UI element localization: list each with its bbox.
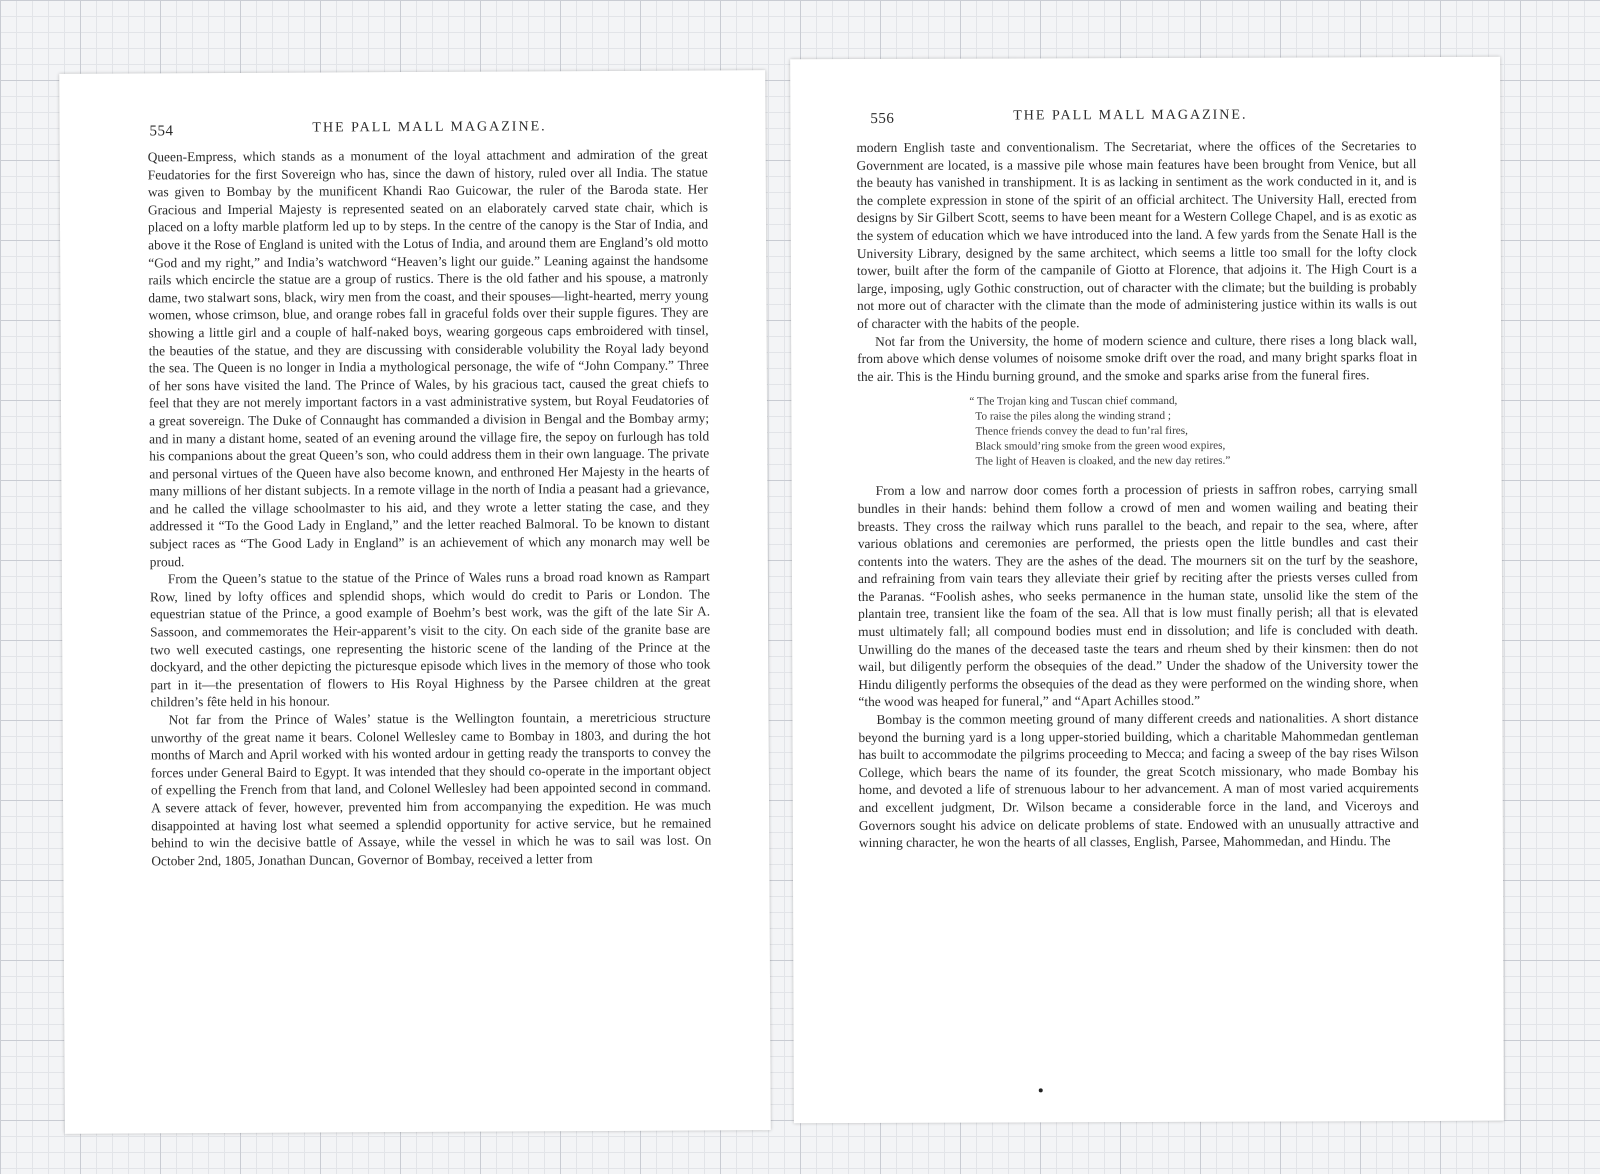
left-paragraph-2: From the Queen’s statue to the statue of the Prince of Wales runs a broad road known as Rampart Row, lined by lofty offices and splendid shops, which would do credit to Paris or London. The equestrian statue of the Prince, a good example of Boehm’s best work, was the gift of the late Sir A. Sassoon, and commemorates the Heir-apparent’s visit to the city. On each side of the granite base are two well executed castings, one representing the historic scene of the landing of the Prince at the dockyard, and the other depicting the picturesque episode which lives in the memory of those who took part in it—the presentation of flowers to His Royal Highness by the Parsee children at the great children’s fête held in his honour. [149, 568, 711, 710]
right-paragraph-4: Bombay is the common meeting ground of many different creeds and nationalities. A short distance beyond the burning yard is a long upper-storied building, which a charitable Mahommedan gentleman has built to accommodate the pilgrims proceeding to Mecca; and facing a sweep of the bay rises Wilson College, which bears the name of its founder, the great Scotch missionary, who made Bombay his home, and devoted a life of strenuous labour to her advancement. A man of most varied acquirements and excellent judgment, Dr. Wilson became a considerable force in the land, and Viceroys and Governors sought his advice on delicate problems of state. Endowed with an unusually attractive and winning character, he won the hearts of all classes, English, Parsee, Mahommedan, and Hindu. The [858, 710, 1419, 851]
right-page-body [856, 137, 1418, 852]
right-page-number: 556 [870, 110, 895, 127]
left-page-body [148, 145, 712, 869]
right-paragraph-3: From a low and narrow door comes forth a procession of priests in saffron robes, carrying small bundles in their hands: behind them follow a crowd of men and women wailing and beating their breasts. They cross the railway which runs parallel to the beach, and repair to the sea, where, after various oblations and ceremonies are performed, the priests open the little bundles and cast their contents into the waters. They are the ashes of the dead. The mourners sit on the turf by the seashore, and refraining from vain tears they alleviate their grief by reciting after the priests verses culled from the Paranas. “Foolish ashes, who seeks permanence in the human state, unsolid like the stem of the plantain tree, transient like the foam of the sea. All that is low must finally perish; all that is elevated must ultimately fall; all compound bodies must end in dissolution; and life is concluded with death. Unwilling do the manes of the deceased taste the tears and rheum shed by their kinsmen: then do not wail, but diligently perform the obsequies of the dead.” Under the shadow of the University tower the Hindu diligently performs the obsequies of the dead as they were performed on the winding shore, when “the wood was heaped for funeral,” and “Apart Achilles stood.” [857, 481, 1419, 710]
poem-line-1: “ The Trojan king and Tuscan chief command, [969, 395, 1178, 408]
left-paragraph-3: Not far from the Prince of Wales’ statue is the Wellington fountain, a meretricious structure unworthy of the great name it bears. Colonel Wellesley came to Bombay in 1803, and during the hot months of March and April worked with his wonted ardour in getting ready the transports to convey the forces under General Baird to Egypt. It was intended that they should co-operate in the important object of expelling the French from that land, and Colonel Wellesley had been appointed second in command. A severe attack of fever, however, prevented him from accompanying the expedition. He was much disappointed at having lost what seemed a splendid opportunity for active service, but he remained behind to win the decisive battle of Assaye, while the vessel in which he was to sail was lost. On October 2nd, 1805, Jonathan Duncan, Governor of Bombay, received a letter from [150, 709, 712, 869]
ink-speck [1039, 1088, 1043, 1092]
poem-quotation [969, 393, 1417, 470]
right-page-header [870, 107, 1504, 133]
right-running-title: THE PALL MALL MAGAZINE. [1013, 107, 1248, 124]
poem-line-4: Black smould’ring smoke from the green wood expires, [975, 440, 1226, 453]
right-paragraph-2: Not far from the University, the home of modern science and culture, there rises a long black wall, from above which dense volumes of noisome smoke drift over the road, and many bright sparks float in the air. This is the Hindu burning ground, and the smoke and sparks arise from the funeral fires. [857, 331, 1418, 384]
left-paragraph-1: Queen-Empress, which stands as a monument of the loyal attachment and admiration of the great Feudatories for the first Sovereign who has, since the dawn of history, ruled over all India. The statue was given to Bombay by the munificent Khandi Rao Guicowar, the ruler of the Baroda state. Her Gracious and Imperial Majesty is represented seated on an elaborately carved state chair, which is placed on a lofty marble platform led up to by steps. In the centre of the canopy is the Star of India, and above it the Rose of England is united with the Lotus of India, and around them are England’s old motto “God and my right,” and India’s watchword “Heaven’s light our guide.” Leaning against the handsome rails which encircle the statue are a group of rustics. There is the old father and his spouse, a matronly dame, two stalwart sons, black, wiry men from the coast, and their spouses—light-hearted, merry young women, whose crimson, blue, and orange robes fall in graceful folds over their supple figures. They are showing a little girl and a couple of half-naked boys, wearing gorgeous caps embroidered with tinsel, the beauties of the statue, and they are discussing with considerable volubility the Royal lady beyond the sea. The Queen is no longer in India a mythological personage, the wife of “John Company.” Three of her sons have visited the land. The Prince of Wales, by his gracious tact, caused the great chiefs to feel that they are not merely important factors in a vast administrative system, but Royal Feudatories of a great sovereign. The Duke of Connaught has commanded a division in Bengal and the Bombay army; and in many a distant home, seated of an evening around the village fire, the sepoy on furlough has told his companions about the great Queen’s son, who could address them in their own language. The private and personal virtues of the Queen have also become known, and enthroned Her Majesty in the hearts of many millions of her distant subjects. In a remote village in the north of India a peasant had a grievance, and he called the village schoolmaster to his aid, and they wrote a letter stating the case, and they addressed it “To the Good Lady in England,” and the letter reached Balmoral. To be known to distant subject races as “The Good Lady in England” is an achievement of which any monarch may well be proud. [147, 146, 710, 570]
poem-line-3: Thence friends convey the dead to fun’ral fires, [975, 425, 1188, 438]
right-paragraph-1: modern English taste and conventionalism. The Secretariat, where the offices of the Secretaries to Government are located, is a massive pile whose main features have been brought from Venice, but all the beauty has vanished in transhipment. It is as lacking in sentiment as the work conducted in it, and is the complete expression in stone of the spirit of an official architect. The University Hall, erected from designs by Sir Gilbert Scott, seems to have been meant for a Western College Chapel, and is as exotic as the system of education which we have introduced into the land. A few yards from the Senate Hall is the University Library, designed by the same architect, which seems a little too small for the lofty clock tower, built after the form of the campanile of Giotto at Florence, that adjoins it. The High Court is a large, imposing, ugly Gothic construction, out of character with the climate; but the building is probably not more out of character with the climate than the mode of administering justice within its walls is out of character with the habits of the people. [856, 138, 1418, 331]
poem-line-5: The light of Heaven is cloaked, and the new day retires.” [975, 455, 1231, 468]
left-page-header [149, 118, 769, 145]
left-running-title: THE PALL MALL MAGAZINE. [312, 119, 547, 136]
left-page-number: 554 [149, 123, 174, 140]
left-magazine-page [59, 70, 771, 1134]
poem-line-2: To raise the piles along the winding strand ; [975, 410, 1172, 423]
right-magazine-page [790, 57, 1504, 1123]
